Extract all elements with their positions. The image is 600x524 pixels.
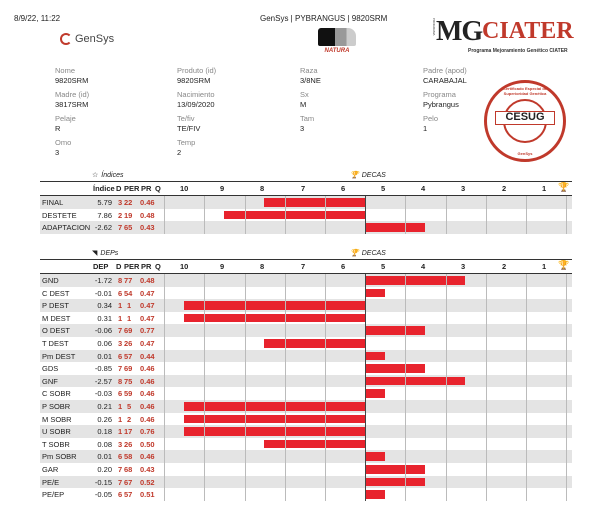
print-date: 8/9/22, 11:22 [14, 14, 61, 23]
grid-line [446, 196, 447, 234]
deps-row [40, 425, 572, 438]
grid-line [566, 274, 567, 501]
deps-row [40, 274, 572, 287]
deps-col-header: DEP [93, 262, 109, 271]
row-name: Pm DEST [42, 351, 76, 361]
row-deca: 8 [118, 276, 123, 285]
row-deca: 6 [118, 389, 123, 399]
row-value: 0.20 [97, 465, 112, 474]
row-precision: 0.46 [140, 414, 155, 424]
row-precision: 0.52 [140, 477, 155, 487]
trophy-small-icon: 🏆 [350, 250, 359, 257]
deps-row [40, 312, 572, 325]
indices-col-header: PER [124, 184, 140, 193]
deca-bar [184, 314, 365, 323]
row-value: 0.06 [97, 339, 112, 348]
deca-bar [184, 427, 365, 436]
row-percentile: 68 [124, 465, 133, 474]
deca-label: 9 [220, 262, 225, 271]
grid-line [204, 196, 205, 234]
row-percentile: 54 [124, 288, 133, 298]
grid-line [526, 196, 527, 234]
row-precision: 0.46 [140, 389, 155, 399]
deps-row [40, 438, 572, 451]
row-precision: 0.50 [140, 439, 155, 449]
row-percentile: 22 [124, 198, 133, 207]
deps-header-row [40, 261, 572, 272]
deps-row [40, 337, 572, 350]
row-name: C DEST [42, 288, 70, 298]
info-field [177, 138, 195, 157]
row-deca: 1 [118, 427, 123, 437]
deca-bar [184, 301, 365, 310]
deps-row [40, 324, 572, 337]
deps-decas-text: DECAS [361, 249, 386, 257]
row-percentile: 2 [127, 414, 132, 424]
deps-row [40, 413, 572, 426]
grid-line [486, 274, 487, 501]
row-name: M DEST [42, 313, 71, 323]
grid-line [325, 274, 326, 501]
row-precision: 0.44 [140, 351, 155, 361]
row-name: U SOBR [42, 427, 71, 437]
info-value: TE/FIV [177, 123, 201, 133]
megaphone-icon: ◥ [92, 250, 98, 257]
grid-line [285, 196, 286, 234]
info-value: 3 [300, 123, 305, 133]
row-name: T DEST [42, 339, 69, 348]
row-percentile: 57 [124, 351, 133, 361]
natura-logo: NATURA [316, 26, 358, 58]
indices-title [92, 171, 123, 179]
info-field [423, 66, 467, 85]
row-deca: 7 [118, 326, 123, 336]
deca-label: 4 [421, 262, 426, 271]
info-label: Temp [177, 138, 196, 147]
row-value: 0.01 [97, 452, 112, 462]
row-value: 0.18 [97, 427, 112, 437]
row-value: -1.72 [94, 276, 112, 285]
row-precision: 0.47 [140, 288, 155, 298]
deca-label: 1 [542, 262, 547, 271]
row-precision: 0.48 [140, 210, 155, 220]
row-percentile: 59 [124, 389, 133, 399]
row-name: T SOBR [42, 439, 70, 449]
row-percentile: 57 [124, 490, 133, 500]
row-name: GND [42, 276, 59, 285]
row-precision: 0.47 [140, 339, 155, 348]
deps-row [40, 362, 572, 375]
deca-label: 5 [381, 262, 386, 271]
row-value: -0.01 [94, 288, 112, 298]
grid-line [245, 274, 246, 501]
row-percentile: 19 [124, 210, 133, 220]
deca-label: 9 [220, 184, 225, 193]
info-value: 9820SRM [55, 75, 89, 85]
deps-row [40, 287, 572, 300]
row-precision: 0.43 [140, 223, 155, 233]
info-field [300, 90, 309, 109]
row-deca: 1 [118, 313, 123, 323]
row-deca: 3 [118, 339, 123, 348]
info-field [300, 114, 314, 133]
info-value: 1 [423, 123, 428, 133]
grid-line [486, 196, 487, 234]
row-value: -2.57 [94, 376, 112, 386]
gensys-icon [60, 33, 72, 45]
row-value: 5.79 [97, 198, 112, 207]
info-label: Programa [423, 90, 456, 99]
row-name: PE/EP [42, 490, 65, 500]
row-percentile: 77 [124, 276, 133, 285]
row-percentile: 1 [127, 313, 132, 323]
deps-col-header: D [116, 262, 122, 271]
info-label: Nome [55, 66, 76, 75]
row-deca: 6 [118, 452, 123, 462]
info-value: 13/09/2020 [177, 99, 215, 109]
indices-decas-text: DECAS [361, 171, 386, 179]
deps-col-header: PR [141, 262, 152, 271]
grid-line [164, 274, 165, 501]
deca-bar [365, 352, 385, 361]
indices-decas-title [350, 171, 386, 179]
deca-label: 6 [341, 262, 346, 271]
info-value: 2 [177, 147, 182, 157]
page-title: GenSys | PYBRANGUS | 9820SRM [260, 14, 388, 23]
row-precision: 0.51 [140, 490, 155, 500]
row-name: ADAPTACION [42, 223, 91, 233]
deca-label: 1 [542, 184, 547, 193]
row-percentile: 26 [124, 439, 133, 449]
deca-label: 10 [180, 184, 189, 193]
info-value: CARABAJAL [423, 75, 467, 85]
row-percentile: 65 [124, 223, 133, 233]
deca-bar [184, 402, 365, 411]
bull-icon [318, 28, 356, 46]
deps-title [92, 249, 118, 257]
deca-label: 5 [381, 184, 386, 193]
row-deca: 7 [118, 465, 123, 474]
deps-row [40, 387, 572, 400]
row-precision: 0.46 [140, 452, 155, 462]
deca-bar [264, 440, 365, 449]
row-value: -0.85 [94, 364, 112, 374]
row-value: -0.03 [94, 389, 112, 399]
row-precision: 0.47 [140, 313, 155, 323]
deca-bar [184, 415, 365, 424]
row-name: GDS [42, 364, 59, 374]
deca-label: 7 [301, 262, 306, 271]
deca-bar [365, 223, 425, 232]
info-label: Tam [300, 114, 315, 123]
row-value: 0.08 [97, 439, 112, 449]
row-value: -0.05 [94, 490, 112, 500]
info-field [423, 90, 459, 109]
row-precision: 0.46 [140, 376, 155, 386]
deca-label: 2 [502, 184, 507, 193]
grid-line [446, 274, 447, 501]
deps-row [40, 488, 572, 501]
row-deca: 7 [118, 364, 123, 374]
row-value: 0.21 [97, 402, 112, 411]
deps-col-header: PER [124, 262, 140, 271]
deca-label: 8 [260, 262, 265, 271]
info-label: Madre (id) [55, 90, 90, 99]
zero-line [365, 196, 366, 234]
deps-row [40, 463, 572, 476]
info-label: Produto (id) [177, 66, 217, 75]
info-value: 3817SRM [55, 99, 89, 109]
deca-label: 8 [260, 184, 265, 193]
deca-bar [365, 289, 385, 298]
deps-decas-title [350, 249, 386, 257]
info-field [300, 66, 321, 85]
info-value: M [300, 99, 307, 109]
row-deca: 1 [118, 301, 123, 311]
info-field [423, 114, 438, 133]
grid-line [325, 196, 326, 234]
info-label: Raza [300, 66, 318, 75]
row-deca: 2 [118, 210, 123, 220]
row-name: C SOBR [42, 389, 71, 399]
grid-line [204, 274, 205, 501]
row-name: FINAL [42, 198, 64, 207]
info-label: Te/fiv [177, 114, 195, 123]
deca-bar [365, 364, 425, 373]
row-name: PE/E [42, 477, 60, 487]
indices-row [40, 196, 572, 209]
row-name: M SOBR [42, 414, 72, 424]
deps-row [40, 299, 572, 312]
deca-bar [365, 377, 465, 386]
gensys-logo: GenSys [60, 33, 114, 45]
info-field [55, 114, 76, 133]
deca-label: 3 [461, 262, 466, 271]
row-precision: 0.46 [140, 198, 155, 207]
info-label: Sx [300, 90, 309, 99]
deps-row [40, 375, 572, 388]
row-percentile: 17 [124, 427, 133, 437]
row-percentile: 67 [124, 477, 133, 487]
deca-label: 6 [341, 184, 346, 193]
row-name: P DEST [42, 301, 69, 311]
row-percentile: 1 [127, 301, 132, 311]
row-precision: 0.77 [140, 326, 155, 336]
row-percentile: 26 [124, 339, 133, 348]
deca-bar [365, 465, 425, 474]
info-label: Pelo [423, 114, 439, 123]
row-precision: 0.76 [140, 427, 155, 437]
row-value: -2.62 [94, 223, 112, 233]
deca-bar [365, 326, 425, 335]
info-field [55, 66, 88, 85]
row-deca: 6 [118, 288, 123, 298]
row-percentile: 69 [124, 326, 133, 336]
grid-line [405, 196, 406, 234]
row-value: -0.06 [94, 326, 112, 336]
indices-row [40, 221, 572, 234]
row-deca: 1 [118, 414, 123, 424]
deca-bar [264, 198, 365, 207]
row-value: -0.15 [94, 477, 112, 487]
row-value: 0.26 [97, 414, 112, 424]
trophy-small-icon: 🏆 [350, 172, 359, 179]
row-name: GAR [42, 465, 59, 474]
star-icon: ☆ [92, 172, 99, 179]
indices-row [40, 209, 572, 222]
row-percentile: 58 [124, 452, 133, 462]
deca-label: 2 [502, 262, 507, 271]
info-field [55, 90, 89, 109]
row-value: 0.34 [97, 301, 112, 311]
mg-ciater-logo: PROGRAMA MG CIATER Programa Mejoramiento Genético CIATER [432, 16, 574, 54]
row-percentile: 69 [124, 364, 133, 374]
info-value: 3 [55, 147, 60, 157]
info-field [177, 114, 200, 133]
info-field [177, 90, 215, 109]
row-precision: 0.43 [140, 465, 155, 474]
info-label: Pelaje [55, 114, 76, 123]
deca-bar [365, 389, 385, 398]
indices-title-text: Índices [101, 171, 124, 179]
grid-line [526, 274, 527, 501]
deca-bar [365, 478, 425, 487]
row-value: 0.01 [97, 351, 112, 361]
row-precision: 0.48 [140, 276, 155, 285]
row-deca: 6 [118, 490, 123, 500]
indices-col-header: Índice [93, 184, 115, 193]
indices-col-header: PR [141, 184, 152, 193]
info-field [55, 138, 71, 157]
row-precision: 0.46 [140, 402, 155, 411]
row-percentile: 75 [124, 376, 133, 386]
row-value: 0.31 [97, 313, 112, 323]
row-deca: 7 [118, 477, 123, 487]
deps-row [40, 400, 572, 413]
deps-row [40, 450, 572, 463]
row-deca: 1 [118, 402, 123, 411]
deca-label: 10 [180, 262, 189, 271]
grid-line [405, 274, 406, 501]
deca-label: 3 [461, 184, 466, 193]
indices-col-header: D [116, 184, 122, 193]
row-name: P SOBR [42, 402, 71, 411]
grid-line [566, 196, 567, 234]
deca-label: 7 [301, 184, 306, 193]
deca-bar [365, 276, 465, 285]
row-deca: 6 [118, 351, 123, 361]
info-label: Omo [55, 138, 72, 147]
info-label: Padre (apod) [423, 66, 467, 75]
info-value: R [55, 123, 61, 133]
grid-line [285, 274, 286, 501]
row-deca: 3 [118, 439, 123, 449]
deps-title-text: DEPs [100, 249, 119, 257]
grid-line [164, 196, 165, 234]
grid-line [245, 196, 246, 234]
info-value: Pybrangus [423, 99, 459, 109]
info-field [177, 66, 216, 85]
info-label: Nacimiento [177, 90, 215, 99]
deca-label: 4 [421, 184, 426, 193]
deps-top-rule [40, 259, 572, 260]
indices-col-header: Q [155, 184, 161, 193]
row-name: O DEST [42, 326, 70, 336]
row-value: 7.86 [97, 210, 112, 220]
deca-bar [365, 490, 385, 499]
indices-top-rule [40, 181, 572, 182]
cesug-seal: Certificado Especial de Superioridad Genética CESUG GenSys [484, 80, 566, 162]
deca-bar [365, 452, 385, 461]
row-deca: 3 [118, 198, 123, 207]
deps-col-header: Q [155, 262, 161, 271]
row-name: GNF [42, 376, 58, 386]
row-percentile: 5 [127, 402, 132, 411]
row-name: DESTETE [42, 210, 77, 220]
indices-header-row [40, 183, 572, 194]
deca-bar [264, 339, 365, 348]
row-name: Pm SOBR [42, 452, 77, 462]
trophy-icon: 🏆 [558, 182, 570, 192]
zero-line [365, 274, 366, 501]
info-value: 3/8NE [300, 75, 321, 85]
row-deca: 7 [118, 223, 123, 233]
row-precision: 0.47 [140, 301, 155, 311]
deps-row [40, 476, 572, 489]
trophy-icon: 🏆 [558, 260, 570, 270]
deps-row [40, 350, 572, 363]
info-value: 9820SRM [177, 75, 211, 85]
row-deca: 8 [118, 376, 123, 386]
row-precision: 0.46 [140, 364, 155, 374]
